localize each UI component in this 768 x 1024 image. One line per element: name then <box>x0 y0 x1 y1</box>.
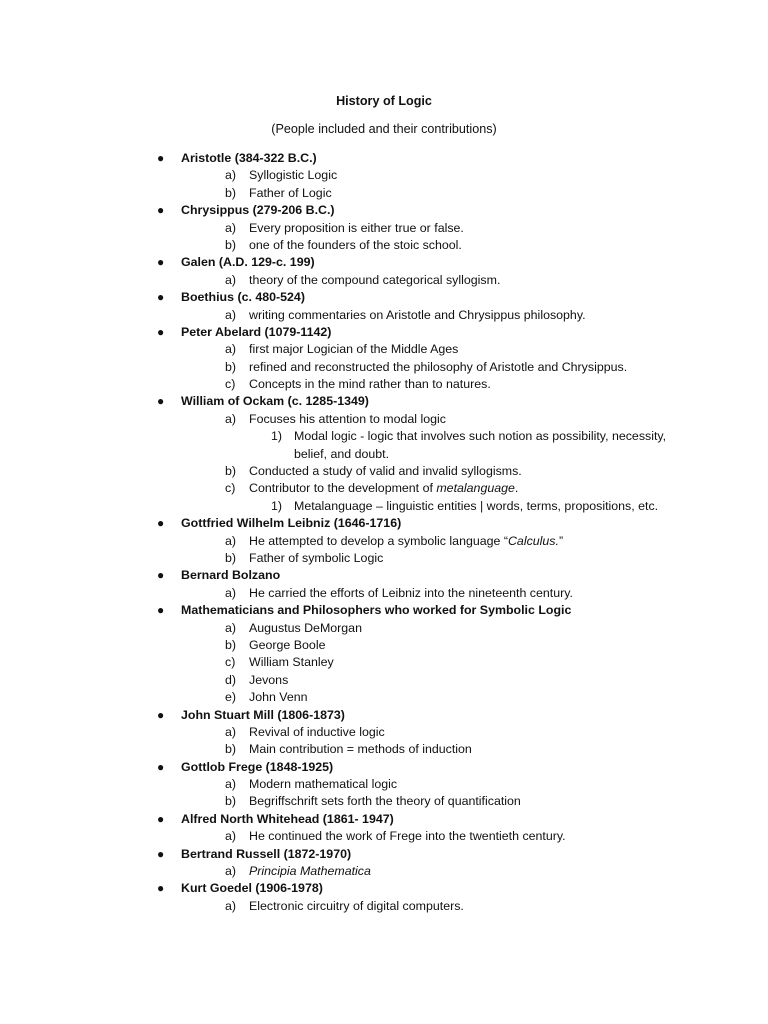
contribution-item <box>0 307 768 324</box>
sub-item-marker: 1) <box>271 429 283 444</box>
bullet-icon: ● <box>157 846 165 861</box>
contribution-item <box>0 828 768 845</box>
item-marker: b) <box>225 237 237 252</box>
item-marker: b) <box>225 794 237 809</box>
list-item <box>0 254 768 271</box>
contribution-item <box>0 654 768 671</box>
page-subtitle: (People included and their contributions) <box>271 122 497 136</box>
list-item <box>0 811 768 828</box>
bullet-icon: ● <box>157 290 165 305</box>
item-marker: b) <box>225 359 237 374</box>
person-name: Aristotle (384-322 B.C.) <box>181 151 317 165</box>
person-name: Chrysippus (279-206 B.C.) <box>181 203 335 218</box>
bullet-icon: ● <box>157 881 165 896</box>
contribution-item <box>0 620 768 637</box>
item-marker: a) <box>225 272 237 287</box>
item-marker: b) <box>225 742 237 757</box>
list-item <box>0 846 768 863</box>
bullet-icon: ● <box>157 203 165 218</box>
person-name: William of Ockam (c. 1285-1349) <box>181 394 369 409</box>
item-marker: a) <box>225 585 237 600</box>
page-title: History of Logic <box>336 94 432 108</box>
bullet-icon: ● <box>157 811 165 826</box>
sub-item <box>0 498 768 515</box>
item-marker: e) <box>225 690 237 705</box>
contribution-item <box>0 898 768 915</box>
italic-term: Principia Mathematica <box>249 864 371 879</box>
item-marker: a) <box>225 777 237 792</box>
list-item <box>0 289 768 306</box>
bullet-icon: ● <box>157 516 165 531</box>
item-marker: a) <box>225 829 237 844</box>
item-text: Father of symbolic Logic <box>249 550 384 565</box>
item-marker: a) <box>225 411 237 426</box>
contribution-item <box>0 411 768 428</box>
contribution-item <box>0 272 768 289</box>
list-item <box>0 602 768 619</box>
bullet-icon: ● <box>157 324 165 339</box>
contribution-item <box>0 550 768 567</box>
bullet-icon: ● <box>157 255 165 270</box>
item-text: Jevons <box>249 672 289 687</box>
item-text: Conducted a study of valid and invalid syllogisms. <box>249 464 522 479</box>
item-marker: b) <box>225 550 237 565</box>
item-marker: c) <box>225 481 236 496</box>
item-text: John Venn <box>249 690 308 705</box>
item-text: He continued the work of Frege into the twentieth century. <box>249 829 566 844</box>
contribution-item <box>0 689 768 706</box>
item-text: Modern mathematical logic <box>249 777 398 792</box>
item-text: He carried the efforts of Leibniz into the nineteenth century. <box>249 585 573 600</box>
item-text: one of the founders of the stoic school. <box>249 237 462 252</box>
item-text: Revival of inductive logic <box>249 724 385 739</box>
item-marker: a) <box>225 342 237 357</box>
person-name: Peter Abelard (1079-1142) <box>181 324 332 339</box>
contribution-item <box>0 480 768 497</box>
contribution-item <box>0 220 768 237</box>
contribution-item <box>0 533 768 550</box>
list-item <box>0 324 768 341</box>
list-item <box>0 393 768 410</box>
contribution-item <box>0 741 768 758</box>
list-item <box>0 515 768 532</box>
item-marker: d) <box>225 672 237 687</box>
item-text <box>249 863 371 880</box>
person-name: John Stuart Mill (1806-1873) <box>181 707 345 722</box>
person-name: Galen (A.D. 129-c. 199) <box>181 255 315 270</box>
item-text: Contributor to the development of metalanguage. <box>249 481 519 496</box>
contribution-item <box>0 863 768 880</box>
sub-item-text: Metalanguage – linguistic entities | words, terms, propositions, etc. <box>294 498 659 513</box>
item-marker: b) <box>225 637 237 652</box>
item-text: Concepts in the mind rather than to natures. <box>249 377 491 392</box>
contribution-item <box>0 672 768 689</box>
contribution-item <box>0 463 768 480</box>
bullet-icon: ● <box>157 603 165 618</box>
item-text: Every proposition is either true or false. <box>249 220 464 235</box>
contribution-item <box>0 167 768 184</box>
list-item <box>0 150 768 167</box>
italic-term: metalanguage <box>436 481 515 496</box>
sub-item <box>0 446 768 463</box>
item-marker: a) <box>225 220 237 235</box>
item-text: Father of Logic <box>249 185 332 200</box>
contribution-item <box>0 341 768 358</box>
person-name: Gottlob Frege (1848-1925) <box>181 759 334 774</box>
person-name: Gottfried Wilhelm Leibniz (1646-1716) <box>181 516 402 531</box>
list-item <box>0 880 768 897</box>
contribution-item <box>0 776 768 793</box>
item-marker: a) <box>225 620 237 635</box>
item-text: Electronic circuitry of digital computers. <box>249 898 464 913</box>
contribution-item <box>0 185 768 202</box>
item-text: George Boole <box>249 637 326 652</box>
item-text: Main contribution = methods of induction <box>249 742 472 757</box>
item-marker: c) <box>225 655 236 670</box>
list-item <box>0 707 768 724</box>
item-text: He attempted to develop a symbolic language “Calculus.” <box>249 533 564 548</box>
item-marker: a) <box>225 864 237 879</box>
item-text: theory of the compound categorical syllogism. <box>249 272 501 287</box>
item-marker: a) <box>225 307 237 322</box>
sub-item-marker: 1) <box>271 498 283 513</box>
item-marker: a) <box>225 898 237 913</box>
item-marker: a) <box>225 724 237 739</box>
italic-term: Calculus. <box>507 533 559 548</box>
bullet-icon: ● <box>157 568 165 583</box>
person-name: Kurt Goedel (1906-1978) <box>181 881 323 896</box>
sub-item <box>0 428 768 445</box>
item-text: Begriffschrift sets forth the theory of quantification <box>249 794 521 809</box>
contribution-item <box>0 359 768 376</box>
bullet-icon: ● <box>157 151 165 165</box>
item-text: Syllogistic Logic <box>249 168 338 183</box>
item-marker: a) <box>225 533 237 548</box>
contribution-item <box>0 637 768 654</box>
contribution-item <box>0 376 768 393</box>
contribution-item <box>0 724 768 741</box>
bullet-icon: ● <box>157 707 165 722</box>
list-item <box>0 567 768 584</box>
sub-item-text-continued: belief, and doubt. <box>294 446 390 461</box>
list-item <box>0 759 768 776</box>
list-item <box>0 202 768 219</box>
item-text: first major Logician of the Middle Ages <box>249 342 459 357</box>
contribution-item <box>0 793 768 810</box>
item-marker: b) <box>225 464 237 479</box>
sub-item-text: Modal logic - logic that involves such notion as possibility, necessity, <box>294 429 667 444</box>
person-name: Mathematicians and Philosophers who worked for Symbolic Logic <box>181 603 572 618</box>
item-text: writing commentaries on Aristotle and Chrysippus philosophy. <box>249 307 586 322</box>
person-name: Bertrand Russell (1872-1970) <box>181 846 352 861</box>
bullet-icon: ● <box>157 759 165 774</box>
item-text: William Stanley <box>249 655 334 670</box>
item-text: Augustus DeMorgan <box>249 620 362 635</box>
item-text: Focuses his attention to modal logic <box>249 411 446 426</box>
item-marker: c) <box>225 377 236 392</box>
person-name: Bernard Bolzano <box>181 568 281 583</box>
item-marker: a) <box>225 168 237 183</box>
contribution-item <box>0 585 768 602</box>
person-name: Alfred North Whitehead (1861- 1947) <box>181 811 394 826</box>
item-marker: b) <box>225 185 237 200</box>
item-text: refined and reconstructed the philosophy of Aristotle and Chrysippus. <box>249 359 628 374</box>
person-name: Boethius (c. 480-524) <box>181 290 305 305</box>
contribution-item <box>0 237 768 254</box>
people-list <box>0 150 768 915</box>
bullet-icon: ● <box>157 394 165 409</box>
